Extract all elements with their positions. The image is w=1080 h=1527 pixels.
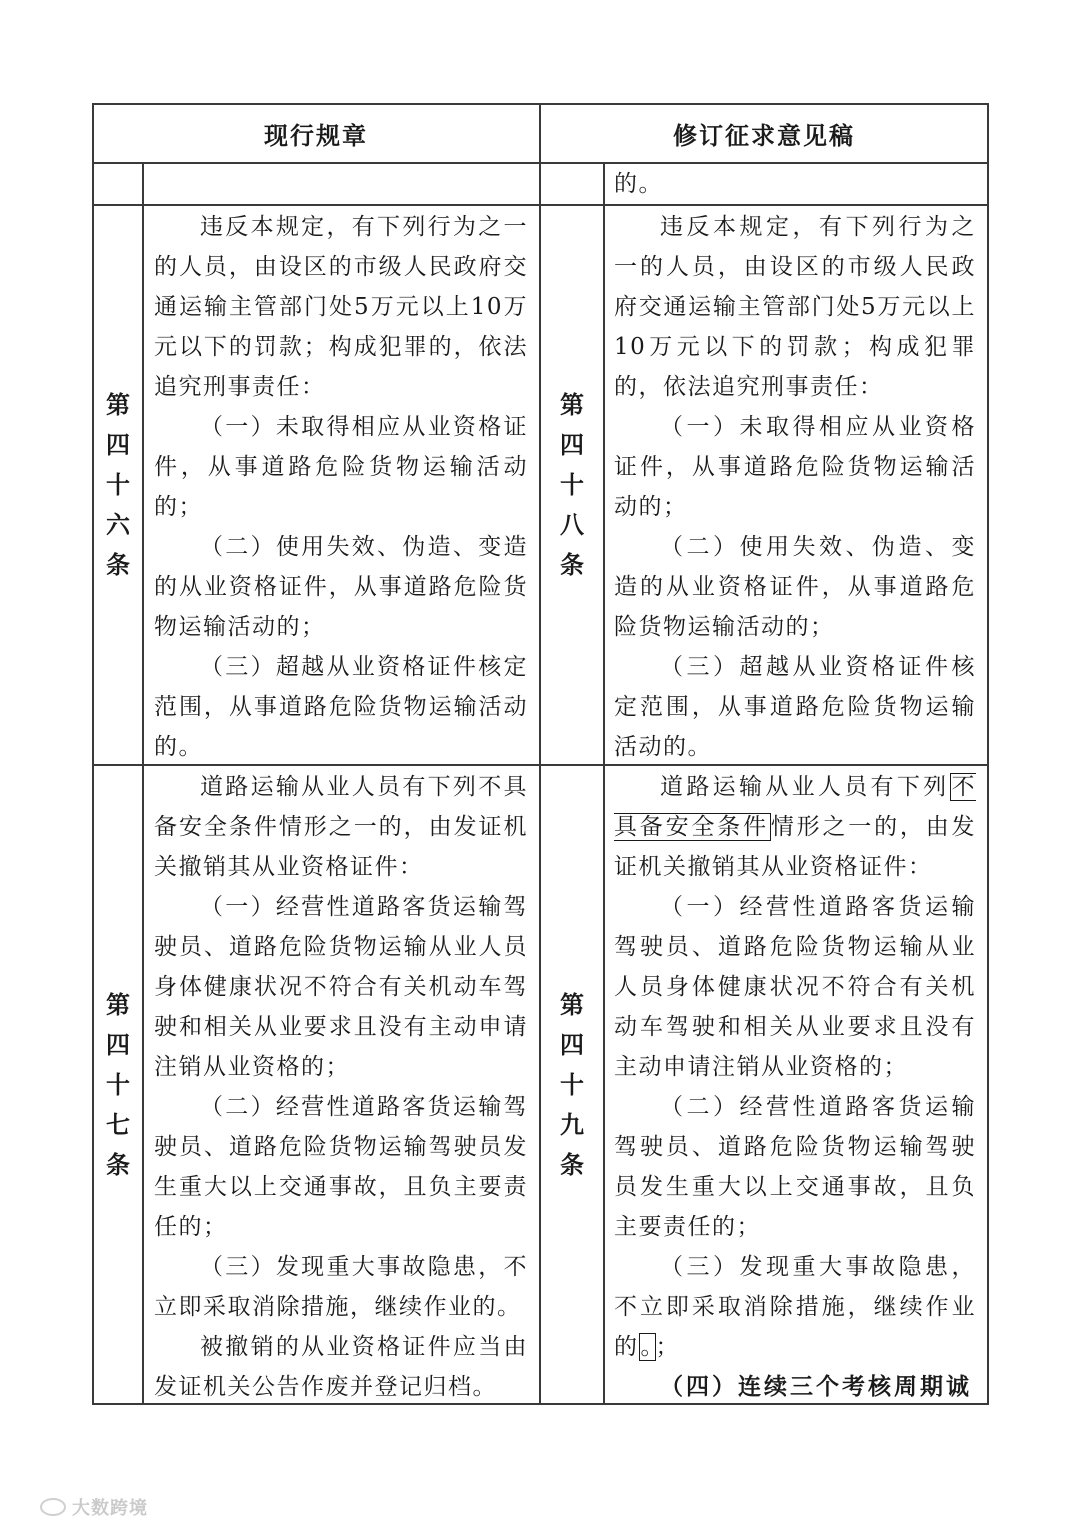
article-47-text xyxy=(154,767,528,1407)
paragraph: （三）超越从业资格证件核定范围，从事道路危险货物运输活动的。 xyxy=(614,654,976,760)
paragraph: （二）使用失效、伪造、变造的从业资格证件，从事道路危险货物运输活动的； xyxy=(614,534,976,640)
watermark-logo-icon xyxy=(40,1498,66,1516)
header-current-rules: 现行规章 xyxy=(264,121,368,150)
article-48-text xyxy=(614,207,976,767)
revision-highlight-box: 不具备安全条件 xyxy=(614,774,976,840)
article-48-label xyxy=(541,206,603,764)
paragraph: （二）经营性道路客货运输驾驶员、道路危险货物运输驾驶员发生重大以上交通事故，且负主要责任的； xyxy=(614,1094,976,1240)
article-49-label xyxy=(541,766,603,1403)
article-46-text xyxy=(154,207,528,767)
paragraph: （一）经营性道路客货运输驾驶员、道路危险货物运输从业人员身体健康状况不符合有关机动车驾驶和相关从业要求且没有主动申请注销从业资格的； xyxy=(154,894,528,1080)
paragraph: 道路运输从业人员有下列不具备安全条件情形之一的，由发证机关撤销其从业资格证件： xyxy=(614,774,976,880)
article-char: 十 xyxy=(560,1070,584,1099)
article-char: 条 xyxy=(106,551,130,579)
article-char: 第 xyxy=(106,990,130,1019)
article-char: 条 xyxy=(106,1150,130,1179)
left-article-divider xyxy=(142,162,144,1405)
paragraph: 道路运输从业人员有下列不具备安全条件情形之一的，由发证机关撤销其从业资格证件： xyxy=(154,774,528,880)
header-revised-draft: 修订征求意见稿 xyxy=(673,121,855,150)
new-clause-paragraph: （四）连续三个考核周期诚 xyxy=(660,1374,972,1400)
watermark: 大数跨境 xyxy=(40,1494,148,1520)
paragraph: （三）超越从业资格证件核定范围，从事道路危险货物运输活动的。 xyxy=(154,654,528,760)
article-char: 四 xyxy=(560,1030,584,1059)
article-char: 十 xyxy=(106,1070,130,1099)
right-article-divider xyxy=(603,162,605,1405)
paragraph: （二）使用失效、伪造、变造的从业资格证件，从事道路危险货物运输活动的； xyxy=(154,534,528,640)
article-char: 八 xyxy=(560,511,584,539)
article-char: 第 xyxy=(560,391,584,419)
paragraph: （二）经营性道路客货运输驾驶员、道路危险货物运输驾驶员发生重大以上交通事故，且负主要责任的； xyxy=(154,1094,528,1240)
article-49-text xyxy=(614,767,976,1401)
article-46-label xyxy=(94,206,142,764)
paragraph: （一）未取得相应从业资格证件，从事道路危险货物运输活动的； xyxy=(614,414,976,520)
article-char: 十 xyxy=(106,471,130,499)
article-char: 四 xyxy=(106,1030,130,1059)
paragraph: （三）发现重大事故隐患，不立即采取消除措施，继续作业的。； xyxy=(614,1254,976,1360)
paragraph: 违反本规定，有下列行为之一的人员，由设区的市级人民政府交通运输主管部门处5万元以上10万元以下的罚款；构成犯罪的，依法追究刑事责任： xyxy=(154,214,528,400)
article-char: 条 xyxy=(560,551,584,579)
paragraph: （三）发现重大事故隐患，不立即采取消除措施，继续作业的。 xyxy=(154,1254,528,1320)
article-char: 四 xyxy=(106,431,130,459)
article-char: 七 xyxy=(106,1110,130,1139)
article-char: 第 xyxy=(560,990,584,1019)
article-char: 九 xyxy=(560,1110,584,1139)
article-char: 条 xyxy=(560,1150,584,1179)
paragraph: （一）未取得相应从业资格证件，从事道路危险货物运输活动的； xyxy=(154,414,528,520)
paragraph: 被撤销的从业资格证件应当由发证机关公告作废并登记归档。 xyxy=(154,1334,528,1400)
article-47-label xyxy=(94,766,142,1403)
article-char: 第 xyxy=(106,391,130,419)
article-char: 六 xyxy=(106,511,130,539)
row0-right-text: 的。 xyxy=(614,171,663,197)
article-char: 四 xyxy=(560,431,584,459)
paragraph: 违反本规定，有下列行为之一的人员，由设区的市级人民政府交通运输主管部门处5万元以上10万元以下的罚款；构成犯罪的，依法追究刑事责任： xyxy=(614,214,976,400)
revision-highlight-box: 。 xyxy=(640,1334,654,1360)
table-right-border xyxy=(987,103,989,1405)
paragraph: （一）经营性道路客货运输驾驶员、道路危险货物运输从业人员身体健康状况不符合有关机动车驾驶和相关从业要求且没有主动申请注销从业资格的； xyxy=(614,894,976,1080)
article-char: 十 xyxy=(560,471,584,499)
